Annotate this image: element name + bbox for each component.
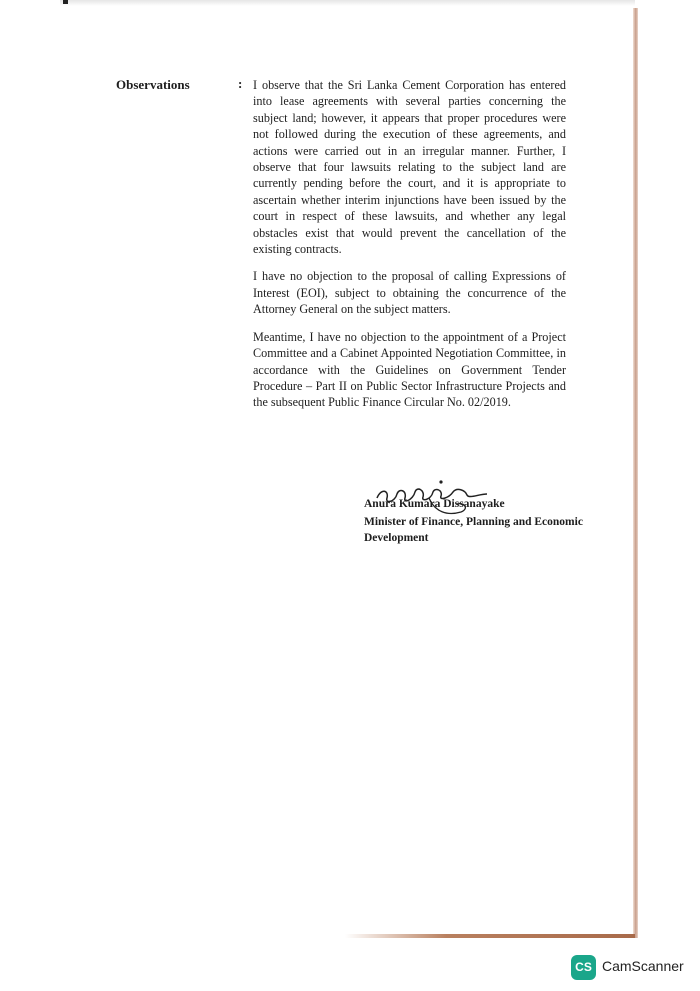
scan-top-shadow (60, 0, 635, 6)
signatory-name: Anura Kumara Dissanayake (364, 498, 505, 510)
signatory-title: Minister of Finance, Planning and Economic Development (364, 516, 583, 544)
page-bottom-edge (345, 934, 635, 938)
label-colon: : (238, 76, 243, 91)
paragraph-observation: I observe that the Sri Lanka Cement Corporation has entered into lease agreements with several parties concerning the subject land; however, it appears that proper procedures were not followed during the execution of these agreements, and actions were carried out in an irregular manner. Further, I observe that four lawsuits relating to the subject land are currently pending before the court, and it is appropriate to ascertain whether interim injunctions have been issued by the court in respect of these lawsuits, and whether any legal obstacles exist that would prevent the cancellation of the existing contracts. (253, 78, 566, 257)
camscanner-label: CamScanner (602, 958, 684, 974)
paragraph-eoi: I have no objection to the proposal of calling Expressions of Interest (EOI), subject to obtaining the concurrence of the Attorney General on the subject matters. (253, 269, 566, 317)
camscanner-logo-icon: CS (571, 955, 596, 980)
observations-body (253, 77, 566, 422)
page-right-edge (633, 8, 638, 938)
paragraph-committee: Meantime, I have no objection to the appointment of a Project Committee and a Cabinet Appointed Negotiation Committee, in accordance with the Guidelines on Government Tender Procedure – Part II on Public Sector Infrastructure Projects and the subsequent Public Finance Circular No. 02/2019. (253, 329, 566, 410)
section-label: Observations (116, 77, 190, 92)
scan-mark (63, 0, 68, 4)
